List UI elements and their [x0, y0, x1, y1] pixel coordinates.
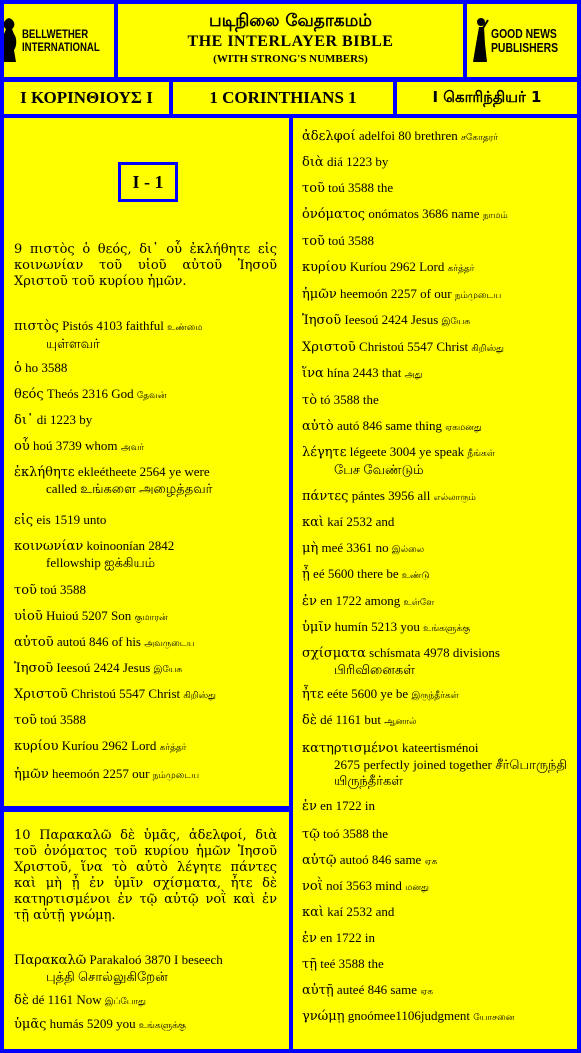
word-entry: [302, 566, 567, 584]
word-entry: [302, 180, 567, 197]
good-news-line-2: PUBLISHERS: [491, 39, 559, 55]
word-entry: [14, 1016, 277, 1034]
greek-word: ἡμῶν: [14, 767, 49, 782]
tamil-gloss: உங்களுக்கு: [138, 1021, 186, 1031]
greek-word: καὶ: [302, 515, 325, 530]
greek-word: ἦτε: [302, 687, 324, 702]
tamil-gloss: உங்களுக்கு: [423, 624, 471, 634]
greek-word: γνώμῃ: [302, 1009, 345, 1024]
transliteration-strongs-gloss: ekleétheete 2564 ye were: [77, 464, 210, 479]
greek-word: ἐν: [302, 594, 317, 609]
transliteration-strongs-gloss: adelfoi 80 brethren: [358, 128, 458, 143]
transliteration-strongs-gloss: dé 1161 Now: [32, 992, 102, 1007]
transliteration-strongs-gloss: en 1722 in: [320, 798, 376, 813]
tamil-gloss: நீங்கள்: [467, 449, 495, 459]
word-entry: [14, 386, 277, 404]
greek-word: κυρίου: [302, 260, 347, 275]
word-entry: [302, 514, 567, 531]
word-entry: [14, 538, 277, 571]
tamil-gloss: சகோதரர்: [461, 133, 499, 143]
gloss-continuation: புத்தி சொல்லுகிறேன்: [46, 969, 168, 984]
book-name-tamil: I கொரிந்தியர் 1: [397, 82, 577, 114]
greek-word: λέγητε: [302, 445, 347, 460]
word-entry: [302, 904, 567, 921]
good-news-figure-icon: [469, 16, 489, 66]
transliteration-strongs-gloss: teé 3588 the: [320, 956, 384, 971]
verse-10-continued-panel: [293, 118, 577, 1049]
greek-word: Ἰησοῦ: [302, 313, 342, 328]
transliteration-strongs-gloss: Ieesoú 2424 Jesus: [344, 312, 439, 327]
word-entry: [302, 154, 567, 171]
transliteration-strongs-gloss: pántes 3956 all: [351, 488, 431, 503]
greek-word: αὐτῷ: [302, 853, 337, 868]
word-entry: [14, 360, 277, 377]
tamil-gloss: நம்முடைய: [454, 291, 502, 301]
word-entry: [302, 259, 567, 277]
tamil-gloss: தேவன்: [136, 391, 167, 401]
word-entry: [302, 128, 567, 146]
greek-word: ἐν: [302, 799, 317, 814]
transliteration-strongs-gloss: hína 2443 that: [327, 365, 402, 380]
gloss-continuation: பேச வேண்டும்: [334, 462, 424, 477]
word-entry: [302, 339, 567, 357]
transliteration-strongs-gloss: Kuríou 2962 Lord: [61, 738, 157, 753]
word-entry: [302, 645, 567, 678]
word-entry: [302, 286, 567, 304]
word-entry: [14, 634, 277, 652]
tamil-gloss: ஏக: [420, 987, 434, 997]
gloss-continuation: called உங்களை அழைத்தவர்: [46, 481, 213, 496]
word-entry: [302, 686, 567, 704]
transliteration-strongs-gloss: heemoón 2257 our: [52, 766, 150, 781]
book-name-english: 1 CORINTHIANS 1: [173, 82, 393, 114]
word-entry: [302, 418, 567, 436]
greek-word: δι᾽: [14, 413, 34, 428]
word-entry: [302, 1008, 567, 1026]
word-entry: [302, 488, 567, 506]
greek-word: ἀδελφοί: [302, 129, 356, 144]
transliteration-strongs-gloss: eis 1519 unto: [36, 512, 107, 527]
transliteration-strongs-gloss: Christoú 5547 Christ: [359, 339, 469, 354]
good-news-logo: [467, 4, 577, 77]
greek-word: μὴ: [302, 541, 319, 556]
tamil-gloss: கிறிஸ்து: [471, 344, 504, 354]
greek-word: οὗ: [14, 439, 30, 454]
book-name-greek: Ι ΚΟΡΙΝΘΙΟΥΣ Ι: [4, 82, 169, 114]
tamil-gloss: உண்டு: [401, 571, 430, 581]
transliteration-strongs-gloss: auteé 846 same: [336, 982, 418, 997]
word-entry: [302, 852, 567, 870]
greek-word: νοῒ: [302, 879, 323, 894]
greek-word: Παρακαλῶ: [14, 953, 87, 968]
word-entry: [302, 982, 567, 1000]
transliteration-strongs-gloss: en 1722 in: [320, 930, 376, 945]
transliteration-strongs-gloss: toú 3588: [40, 712, 87, 727]
transliteration-strongs-gloss: toú 3588: [328, 233, 375, 248]
word-entry: [14, 952, 277, 985]
transliteration-strongs-gloss: toú 3588: [40, 582, 87, 597]
greek-word: τοῦ: [302, 181, 325, 196]
greek-word: διὰ: [302, 155, 324, 170]
word-entry: [14, 512, 277, 529]
tamil-gloss: ஏக: [424, 857, 438, 867]
tamil-gloss: கிறிஸ்து: [183, 691, 216, 701]
transliteration-strongs-gloss: Kuríou 2962 Lord: [349, 259, 445, 274]
greek-word: δὲ: [302, 713, 317, 728]
greek-word: κατηρτισμένοι: [302, 741, 399, 756]
greek-word: κοινωνίαν: [14, 539, 84, 554]
transliteration-strongs-gloss: autoú 846 of his: [56, 634, 141, 649]
greek-word: τοῦ: [14, 583, 37, 598]
word-entry: [302, 930, 567, 947]
greek-word: καὶ: [302, 905, 325, 920]
transliteration-strongs-gloss: légeete 3004 ye speak: [349, 444, 465, 459]
word-entry: [302, 365, 567, 383]
transliteration-strongs-gloss: kaí 2532 and: [327, 514, 395, 529]
tamil-gloss: ஆனால்: [384, 717, 417, 727]
transliteration-strongs-gloss: di 1223 by: [36, 412, 93, 427]
greek-word: θεός: [14, 387, 44, 402]
word-entry: [302, 956, 567, 973]
tamil-gloss: குமாரன்: [134, 613, 168, 623]
transliteration-strongs-gloss: autó 846 same thing: [336, 418, 443, 433]
tamil-gloss: அவருடைய: [144, 639, 195, 649]
word-entry: [302, 826, 567, 843]
greek-word: Ἰησοῦ: [14, 661, 54, 676]
page-subtitle: (WITH STRONG'S NUMBERS): [213, 53, 368, 65]
greek-word: τῇ: [302, 957, 317, 972]
transliteration-strongs-gloss: schísmata 4978 divisions: [369, 645, 500, 660]
transliteration-strongs-gloss: hoú 3739 whom: [32, 438, 118, 453]
transliteration-strongs-gloss: diá 1223 by: [326, 154, 389, 169]
greek-word: αὐτῇ: [302, 983, 334, 998]
word-entry: [14, 412, 277, 429]
greek-word: ἵνα: [302, 366, 324, 381]
word-entry: [14, 738, 277, 756]
transliteration-strongs-gloss: toó 3588 the: [323, 826, 389, 841]
good-news-line-1: GOOD NEWS: [491, 25, 557, 41]
word-entry: [302, 233, 567, 250]
word-entry: [14, 582, 277, 599]
bellwether-logo: [4, 4, 114, 77]
verse-9-greek-text: 9 πιστὸς ὁ θεός, δι᾽ οὗ ἐκλήθητε εἰς κοινωνίαν τοῦ υἱοῦ αὐτοῦ Ἰησοῦ Χριστοῦ τοῦ κυρίου ἡμῶν.: [14, 242, 277, 289]
tamil-gloss: இப்போது: [104, 997, 146, 1007]
greek-word: υἱοῦ: [14, 609, 43, 624]
greek-word: αὐτὸ: [302, 419, 334, 434]
transliteration-strongs-gloss: eéte 5600 ye be: [326, 686, 409, 701]
tamil-gloss: அது: [404, 370, 423, 380]
tamil-gloss: அவர்: [120, 443, 145, 453]
verse-10-greek-text: 10 Παρακαλῶ δὲ ὑμᾶς, ἀδελφοί, διὰ τοῦ ὀνόματος τοῦ κυρίου ἡμῶν Ἰησοῦ Χριστοῦ, ἵνα τὸ αὐτὸ λέγητε πάντες καὶ μὴ ᾖ ἐν ὑμῖν σχίσματα, ἦτε δὲ κατηρτισμένοι ἐν τῷ αὐτῷ νοῒ καὶ ἐν τῇ αὐτῇ γνώμῃ.: [14, 828, 277, 923]
tamil-gloss: இயேசு: [153, 665, 183, 675]
word-entry: [302, 444, 567, 478]
tamil-gloss: உண்மை: [167, 323, 203, 333]
page-title: THE INTERLAYER BIBLE: [187, 33, 394, 50]
transliteration-strongs-gloss: toú 3588 the: [328, 180, 394, 195]
greek-word: Χριστοῦ: [302, 340, 356, 355]
transliteration-strongs-gloss: Theós 2316 God: [46, 386, 134, 401]
greek-word: εἰς: [14, 513, 34, 528]
greek-word: δὲ: [14, 993, 29, 1008]
word-entry: [302, 392, 567, 409]
transliteration-strongs-gloss: autoó 846 same: [339, 852, 422, 867]
tamil-gloss: நம்முடைய: [152, 771, 200, 781]
greek-word: τοῦ: [302, 234, 325, 249]
greek-word: αὐτοῦ: [14, 635, 54, 650]
word-entry: [302, 312, 567, 330]
verse-10-panel: [4, 812, 289, 1049]
greek-word: ἐκλήθητε: [14, 465, 75, 480]
transliteration-strongs-gloss: eé 5600 there be: [313, 566, 399, 581]
chapter-label: I - 1: [118, 162, 178, 202]
word-entry: [14, 464, 277, 497]
transliteration-strongs-gloss: Huioú 5207 Son: [45, 608, 132, 623]
bellwether-line-2: INTERNATIONAL: [22, 39, 101, 54]
transliteration-strongs-gloss: humás 5209 you: [49, 1016, 136, 1031]
transliteration-strongs-gloss: gnoómee1106judgment: [347, 1008, 471, 1023]
greek-word: ἐν: [302, 931, 317, 946]
bellwether-ram-icon: [4, 16, 20, 66]
tamil-gloss: இல்லை: [391, 545, 425, 555]
transliteration-strongs-gloss: tó 3588 the: [320, 392, 379, 407]
transliteration-strongs-gloss: kaí 2532 and: [327, 904, 395, 919]
word-entry: [14, 318, 277, 352]
word-entry: [14, 992, 277, 1010]
greek-word: ὑμῖν: [302, 620, 332, 635]
greek-word: ὀνόματος: [302, 207, 366, 222]
word-entry: [302, 206, 567, 224]
transliteration-strongs-gloss: ho 3588: [25, 360, 68, 375]
word-entry: [14, 766, 277, 784]
gloss-continuation: 2675 perfectly joined together சீர்பொருந்தி யிருந்தீர்கள்: [334, 757, 567, 788]
transliteration-strongs-gloss: Pistós 4103 faithful: [62, 318, 164, 333]
word-entry: [302, 619, 567, 637]
word-entry: [302, 593, 567, 611]
tamil-gloss: எல்லாரும்: [433, 493, 476, 503]
word-entry: [302, 712, 567, 730]
greek-word: πάντες: [302, 489, 349, 504]
word-entry: [14, 712, 277, 729]
transliteration-strongs-gloss: onómatos 3686 name: [368, 206, 480, 221]
greek-word: ἡμῶν: [302, 287, 337, 302]
title-tamil: படிநிலை வேதாகமம்: [209, 11, 372, 31]
word-entry: [302, 540, 567, 558]
greek-word: τοῦ: [14, 713, 37, 728]
greek-word: πιστὸς: [14, 319, 59, 334]
greek-word: ᾖ: [302, 567, 310, 582]
tamil-gloss: உள்ளே: [403, 598, 435, 608]
tamil-gloss: கர்த்தர்: [159, 743, 187, 753]
word-entry: [14, 608, 277, 626]
verse-9-panel: [4, 118, 289, 806]
tamil-gloss: ஏகமனது: [445, 423, 482, 433]
gloss-continuation: fellowship ஐக்கியம்: [46, 555, 156, 570]
greek-word: ὁ: [14, 361, 22, 376]
greek-word: κυρίου: [14, 739, 59, 754]
tamil-gloss: மனது: [405, 883, 429, 893]
tamil-gloss: இயேசு: [441, 317, 471, 327]
transliteration-strongs-gloss: meé 3361 no: [321, 540, 389, 555]
word-entry: [14, 686, 277, 704]
transliteration-strongs-gloss: koinoonían 2842: [86, 538, 175, 553]
transliteration-strongs-gloss: Christoú 5547 Christ: [71, 686, 181, 701]
title-block: [118, 4, 463, 77]
transliteration-strongs-gloss: Parakaloó 3870 I beseech: [89, 952, 223, 967]
transliteration-strongs-gloss: noí 3563 mind: [326, 878, 402, 893]
transliteration-strongs-gloss: humín 5213 you: [334, 619, 420, 634]
word-entry: [302, 740, 567, 789]
word-entry: [302, 878, 567, 896]
transliteration-strongs-gloss: kateertisménoi: [401, 740, 479, 755]
greek-word: ὑμᾶς: [14, 1017, 47, 1032]
gloss-continuation: யுள்ளவர்: [46, 336, 100, 351]
gloss-continuation: பிரிவினைகள்: [334, 662, 415, 677]
greek-word: Χριστοῦ: [14, 687, 68, 702]
word-entry: [14, 660, 277, 678]
tamil-gloss: கர்த்தர்: [447, 264, 475, 274]
transliteration-strongs-gloss: en 1722 among: [320, 593, 401, 608]
transliteration-strongs-gloss: dé 1161 but: [320, 712, 381, 727]
tamil-gloss: யோசனை: [473, 1013, 515, 1023]
greek-word: τῷ: [302, 827, 320, 842]
greek-word: σχίσματα: [302, 646, 366, 661]
word-entry: [14, 438, 277, 456]
greek-word: τὸ: [302, 393, 318, 408]
transliteration-strongs-gloss: Ieesoú 2424 Jesus: [56, 660, 151, 675]
bellwether-line-1: BELLWETHER: [22, 26, 89, 41]
transliteration-strongs-gloss: heemoón 2257 of our: [340, 286, 452, 301]
tamil-gloss: நாமம்: [482, 211, 508, 221]
tamil-gloss: இருந்தீர்கள்: [411, 691, 459, 701]
word-entry: [302, 798, 567, 815]
